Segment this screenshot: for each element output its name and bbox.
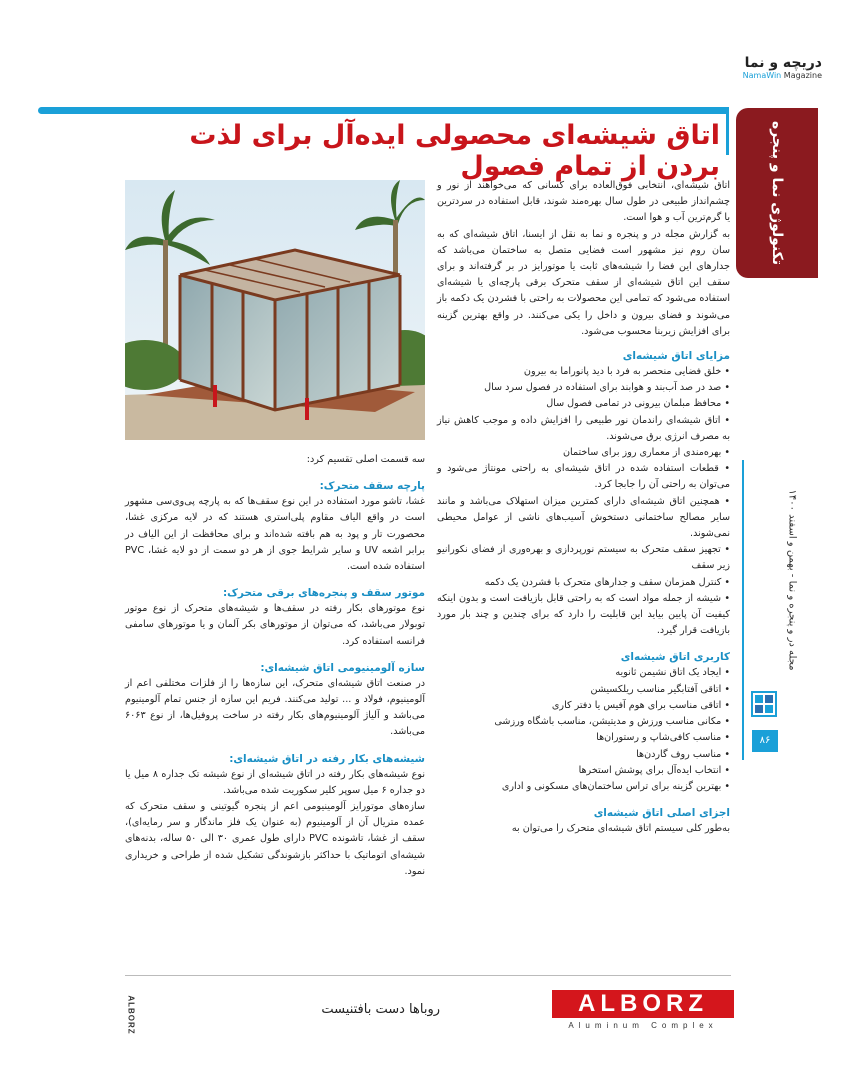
glass-room-photo xyxy=(125,180,425,440)
section-tab-label: تکنولوژی نما و پنجره xyxy=(769,120,785,266)
advertiser-vertical-logo: ALBORZ xyxy=(126,995,136,1035)
list-item: • خلق فضایی منحصر به فرد با دید پانوراما به بیرون xyxy=(523,366,730,378)
parts-continued: سه قسمت اصلی تقسیم کرد: xyxy=(306,454,425,465)
magazine-name: دریچه و نما xyxy=(744,55,822,71)
structure-paragraph: در صنعت اتاق شیشه‌ای متحرک، این سازه‌ها را از فلزات مختلفی اعم از آلومینیوم، فولاد و ... تولید می‌کنند. فریم این سازه از جنس تمام آلومینیوم می‌باشد و آلیاژ آلومینیوم‌های بکار رفته در ساخت پروفیل‌ها، از نوع ۶۰۶۳ می‌باشد. xyxy=(125,677,425,738)
list-item: • اتاقی آفتابگیر مناسب ریلکسیشن xyxy=(590,683,730,695)
list-item: • بهترین گزینه برای تراس ساختمان‌های مسکونی و اداری xyxy=(501,780,730,792)
intro-paragraph-1: اتاق شیشه‌ای، انتخابی فوق‌العاده برای کسانی که می‌خواهند از نور و چشم‌انداز طبیعی در طول سال بهره‌مند شوند، قابل استفاده در سردترین یا گرم‌ترین آب و هوا است. xyxy=(437,180,730,224)
list-item: • شیشه از جمله مواد است که به راحتی قابل بازیافت است و بدون اینکه کیفیت آن پایین بیاید این قابلیت را دارد که برای چندین و چند بار مورد بازیافت قرار گیرد. xyxy=(437,592,730,637)
parts-heading: اجزای اصلی اتاق شیشه‌ای xyxy=(593,807,730,820)
header-rule xyxy=(38,107,728,114)
structure-heading: سازه آلومینیومی اتاق شیشه‌ای: xyxy=(260,661,425,674)
uses-list xyxy=(437,665,730,795)
section-tab xyxy=(736,108,818,278)
list-item: • اتاقی مناسب برای هوم آفیس یا دفتر کاری xyxy=(551,699,730,711)
magazine-subtitle: NamaWin Magazine xyxy=(742,71,822,80)
side-divider xyxy=(742,460,744,760)
list-item: • همچنین اتاق شیشه‌ای دارای کمترین میزان استهلاک می‌باشد و مانند سایر مصالح ساختمانی دستخوش آسیب‌های ناشی از عوامل محیطی نمی‌شوند. xyxy=(437,495,730,540)
list-item: • مناسب کافی‌شاپ و رستوران‌ها xyxy=(596,732,730,744)
advantages-list xyxy=(437,364,730,639)
glass-heading: شیشه‌های بکار رفته در اتاق شیشه‌ای: xyxy=(229,752,425,765)
list-item: • مکانی مناسب ورزش و مدیتیشن، مناسب باشگاه ورزشی xyxy=(494,716,730,728)
window-icon xyxy=(750,690,778,718)
fabric-roof-heading: پارچه سقف متحرک: xyxy=(319,480,425,493)
list-item: • صد در صد آب‌بند و هوابند برای استفاده در فصول سرد سال xyxy=(484,382,730,394)
glass-paragraph-2: سازه‌های موتورایز آلومینیومی اعم از پنجره گیوتینی و سقف متحرک که عمده متریال آن از آلومینیوم (به عنوان یک فلز ماندگار و سر رمایه‌ای)، سقف از غشا، تاشونده PVC دارای طول عمری ۳۰ الی ۵۰ ساله، بدنه‌های شیشه‌ای اتوماتیک با حداکثر بازشوندگی تشکیل شده از طراحی و خریداری نمود. xyxy=(125,801,425,877)
issue-info xyxy=(782,480,802,680)
issue-info-label: مجله در و پنجره و نما - بهمن و اسفند ۱۴۰۰ xyxy=(786,489,798,671)
ad-caption: روباها دست بافتنیست xyxy=(321,1002,440,1017)
list-item: • ایجاد یک اتاق نشیمن ثانویه xyxy=(615,667,730,679)
list-item: • بهره‌مندی از معماری روز برای ساختمان xyxy=(563,447,730,459)
list-item: • تجهیز سقف متحرک به سیستم نورپردازی و بهره‌وری از فضای نکورانیو زیر سقف xyxy=(437,544,730,572)
article-left-column xyxy=(125,452,425,880)
glass-paragraph: نوع شیشه‌های بکار رفته در اتاق شیشه‌ای از نوع شیشه تک جداره ۸ میل یا دو جداره ۶ میل سوپر کلیر سکوریت شده می‌باشد. xyxy=(125,768,425,796)
motors-paragraph: نوع موتورهای بکار رفته در سقف‌ها و شیشه‌های متحرک از نوع موتور توبولار می‌باشد، که می‌توان از موتورهای بکر آلمان و یا موتورهای سامفی فرانسه استفاده کرد. xyxy=(125,603,425,647)
list-item: • محافظ مبلمان بیرونی در تمامی فصول سال xyxy=(546,398,730,410)
header-rule-end xyxy=(726,107,729,155)
article-title: اتاق شیشه‌ای محصولی ایده‌آل برای لذت بردن از تمام فصول xyxy=(189,120,720,182)
advertiser-logo xyxy=(552,990,734,1038)
motors-heading: موتور سقف و پنجره‌های برقی متحرک: xyxy=(222,587,425,600)
list-item: • انتخاب ایده‌آل برای پوشش استخرها xyxy=(578,764,730,776)
fabric-roof-paragraph: غشا، تاشو مورد استفاده در این نوع سقف‌ها که به پارچه پی‌وی‌سی مشهور است در واقع الیاف مقاوم پلی‌استری هستند که در لایه مرکزی غشا، محصورت تار و پود به هم بافته شده‌اند و برای محافظت از این الیاف در برابر اشعه UV و سایر شرایط جوی از هر دو سمت از دو لایه غشا، PVC استفاده شده است. xyxy=(125,496,425,573)
list-item: • مناسب روف گاردن‌ها xyxy=(636,748,730,760)
footer-rule xyxy=(125,975,731,976)
parts-paragraph: به‌طور کلی سیستم اتاق شیشه‌ای متحرک را می‌توان به xyxy=(511,823,730,835)
advantages-heading: مزایای اتاق شیشه‌ای xyxy=(622,350,730,363)
list-item: • کنترل همزمان سقف و جدارهای متحرک با فشردن یک دکمه xyxy=(484,576,730,588)
list-item: • اتاق شیشه‌ای راندمان نور طبیعی را افزایش داده و موجب کاهش نیاز به مصرف انرژی برق می‌شوند. xyxy=(437,414,730,442)
list-item: • قطعات استفاده شده در اتاق شیشه‌ای به راحتی مونتاژ می‌شود و می‌توان به راحتی آن را جابجا کرد. xyxy=(437,463,730,491)
uses-heading: کاربری اتاق شیشه‌ای xyxy=(620,651,730,664)
advertiser-logo-subtitle: Aluminum Complex xyxy=(568,1021,718,1030)
article-right-column xyxy=(437,178,730,837)
magazine-logo xyxy=(640,55,822,81)
intro-paragraph-2: به گزارش مجله در و پنجره و نما به نقل از ایسنا، اتاق شیشه‌ای که به سان روم نیز مشهور است فضایی متصل به ساختمان می‌باشد که جدارهای این فضا را شیشه‌های ثابت یا موتورایز در بر گرفته‌اند و برای سقف این اتاق شیشه‌ای از سقف متحرک برقی پارچه‌ای یا شیشه‌ای استفاده می‌شود که تمامی این محصولات به راحتی با فشردن یک دکمه باز می‌شوند و فضای بیرون و داخل را یکی می‌کنند. در واقع بهترین گزینه برای افزایش زیربنا محسوب می‌شود. xyxy=(437,228,730,337)
advertiser-logo-text: ALBORZ xyxy=(552,990,734,1018)
page-number: ۸۶ xyxy=(752,730,778,752)
